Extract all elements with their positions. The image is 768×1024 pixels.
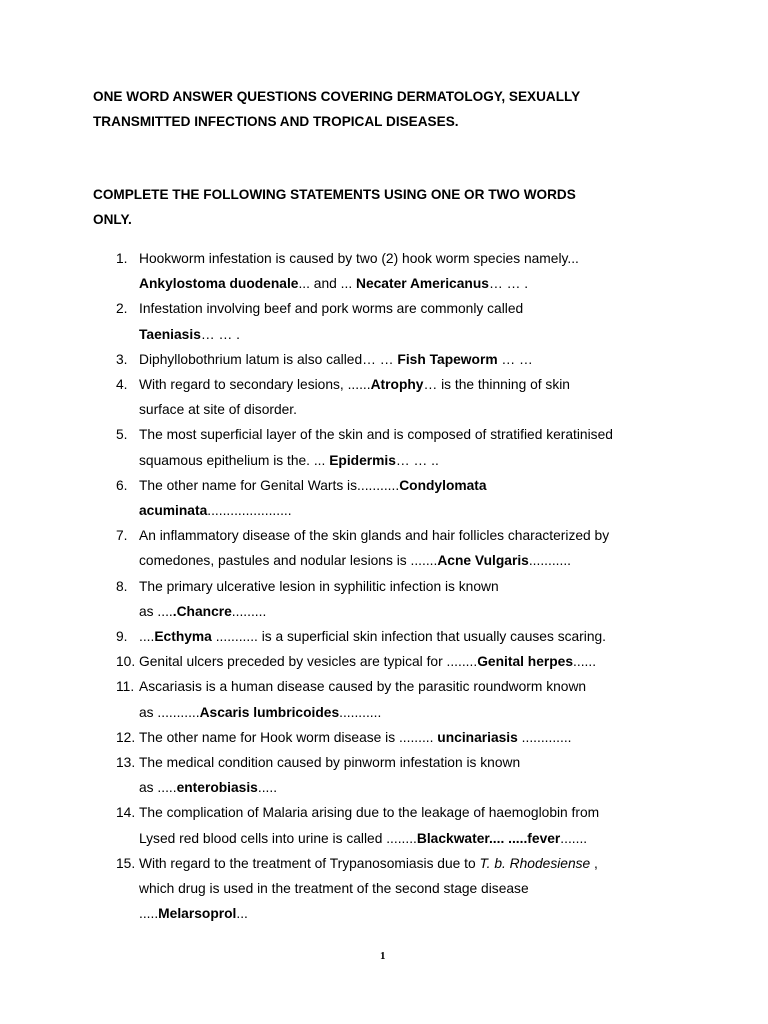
answer-text: Fish Tapeworm — [397, 351, 498, 367]
question-text: ... and ... — [298, 276, 356, 292]
question-line — [139, 602, 266, 622]
question-number: 14. — [116, 805, 136, 821]
question-line — [139, 627, 606, 647]
question-number: 9. — [116, 629, 128, 644]
question-line — [139, 551, 571, 571]
question-number: 2. — [116, 301, 128, 317]
question-line — [139, 501, 292, 521]
answer-text: .Chancre — [172, 603, 232, 619]
question-number: 13. — [116, 755, 136, 770]
instruction-line-1: COMPLETE THE FOLLOWING STATEMENTS USING ONE OR TWO WORDS — [93, 187, 576, 202]
question-text: .... — [139, 629, 155, 644]
question-text: which drug is used in the treatment of the second stage disease — [139, 881, 529, 896]
question-line — [139, 728, 572, 748]
title-line-1: ONE WORD ANSWER QUESTIONS COVERING DERMATOLOGY, SEXUALLY — [93, 89, 581, 104]
question-line — [139, 476, 487, 496]
question-text: … … .. — [395, 452, 439, 468]
question-line — [139, 375, 570, 395]
answer-text: uncinariasis — [437, 729, 518, 745]
answer-text: Epidermis — [329, 452, 396, 468]
question-text: The other name for Hook worm disease is ......... — [139, 729, 438, 745]
question-number: 5. — [116, 427, 128, 443]
answer-text: Ecthyma — [154, 629, 212, 644]
answer-text: Condylomata — [399, 477, 487, 493]
question-number: 7. — [116, 528, 128, 544]
question-text: as ........... — [139, 704, 200, 720]
answer-text: Acne Vulgaris — [437, 553, 529, 569]
question-text: Lysed red blood cells into urine is called ........ — [139, 830, 417, 846]
question-line — [139, 703, 381, 723]
question-text: ............. — [517, 729, 572, 745]
question-line — [139, 652, 596, 672]
question-line — [139, 325, 240, 345]
question-number: 8. — [116, 578, 128, 594]
question-line — [139, 778, 277, 798]
answer-text: Ascaris lumbricoides — [199, 704, 340, 720]
question-text: The other name for Genital Warts is........... — [139, 477, 400, 493]
question-number: 11. — [116, 679, 135, 695]
instruction-heading — [93, 182, 693, 232]
answer-text: Genital herpes — [477, 654, 574, 670]
question-number: 6. — [116, 477, 128, 493]
document-title — [93, 84, 693, 134]
answer-text: Ankylostoma duodenale — [139, 276, 299, 292]
question-line — [139, 400, 297, 420]
question-text: With regard to the treatment of Trypanosomiasis due to — [139, 855, 480, 871]
question-line — [139, 854, 598, 874]
question-number: 3. — [116, 351, 128, 367]
question-line — [139, 904, 248, 924]
answer-text: Necater Americanus — [356, 276, 489, 292]
question-line — [139, 451, 439, 471]
question-text: ...................... — [207, 503, 292, 518]
question-text: ...... — [573, 654, 597, 670]
question-line — [139, 274, 528, 294]
question-text: surface at site of disorder. — [139, 402, 297, 418]
question-line — [139, 299, 523, 319]
question-text: The complication of Malaria arising due to the leakage of haemoglobin from — [139, 805, 600, 821]
question-text: as ..... — [139, 780, 177, 796]
question-text: Genital ulcers preceded by vesicles are typical for ........ — [139, 654, 478, 670]
question-text: An inflammatory disease of the skin glands and hair follicles characterized by — [139, 528, 610, 544]
question-number: 15. — [116, 855, 136, 871]
question-line — [139, 249, 579, 269]
question-text: … … — [497, 351, 533, 367]
question-text: squamous epithelium is the. ... — [139, 452, 330, 468]
question-number: 10. — [116, 654, 136, 670]
answer-text: Blackwater.... .....fever — [416, 830, 561, 846]
question-line — [139, 677, 586, 697]
answer-text: acuminata — [139, 503, 208, 518]
question-text: ... — [236, 906, 248, 922]
question-number: 4. — [116, 377, 128, 392]
title-line-2: TRANSMITTED INFECTIONS AND TROPICAL DISEASES. — [93, 114, 459, 129]
question-text: Ascariasis is a human disease caused by the parasitic roundworm known — [139, 679, 587, 695]
question-line — [139, 879, 529, 899]
question-text: comedones, pastules and nodular lesions is ....... — [139, 553, 438, 569]
question-line — [139, 829, 587, 849]
question-text: … is the thinning of skin — [423, 377, 570, 392]
question-line — [139, 577, 499, 597]
answer-text: Taeniasis — [139, 326, 201, 342]
question-number: 1. — [116, 251, 128, 266]
question-text: The most superficial layer of the skin and is composed of stratified keratinised — [139, 427, 613, 443]
question-line — [139, 526, 609, 546]
instruction-line-2: ONLY. — [93, 212, 132, 227]
question-text: … … . — [488, 276, 529, 292]
question-text: Hookworm infestation is caused by two (2) hook worm species namely... — [139, 251, 579, 266]
question-text: ......... — [231, 603, 267, 619]
question-text: The medical condition caused by pinworm infestation is known — [139, 755, 521, 770]
question-line — [139, 350, 533, 370]
question-line — [139, 753, 520, 773]
question-text: With regard to secondary lesions, ...... — [139, 377, 371, 392]
answer-text: enterobiasis — [176, 780, 258, 796]
question-text: Diphyllobothrium latum is also called… … — [139, 351, 398, 367]
question-text: ....... — [560, 830, 588, 846]
page-number: 1 — [380, 950, 386, 962]
question-text: ........... — [528, 553, 572, 569]
question-number: 12. — [116, 729, 136, 745]
question-text: ..... — [257, 780, 278, 796]
question-line — [139, 803, 599, 823]
question-text: ..... — [139, 906, 159, 922]
question-text: Infestation involving beef and pork worms are commonly called — [139, 301, 524, 317]
answer-text: Melarsoprol — [158, 906, 237, 922]
question-text: … … . — [200, 326, 240, 342]
question-text: ........... — [339, 704, 382, 720]
italic-text: T. b. Rhodesiense — [479, 855, 591, 871]
question-text: ........... is a superficial skin infection that usually causes scaring. — [211, 629, 607, 644]
answer-text: Atrophy — [370, 377, 424, 392]
question-text: , — [590, 855, 598, 871]
question-line — [139, 425, 613, 445]
question-text: The primary ulcerative lesion in syphilitic infection is known — [139, 578, 499, 594]
question-text: as .... — [139, 603, 173, 619]
